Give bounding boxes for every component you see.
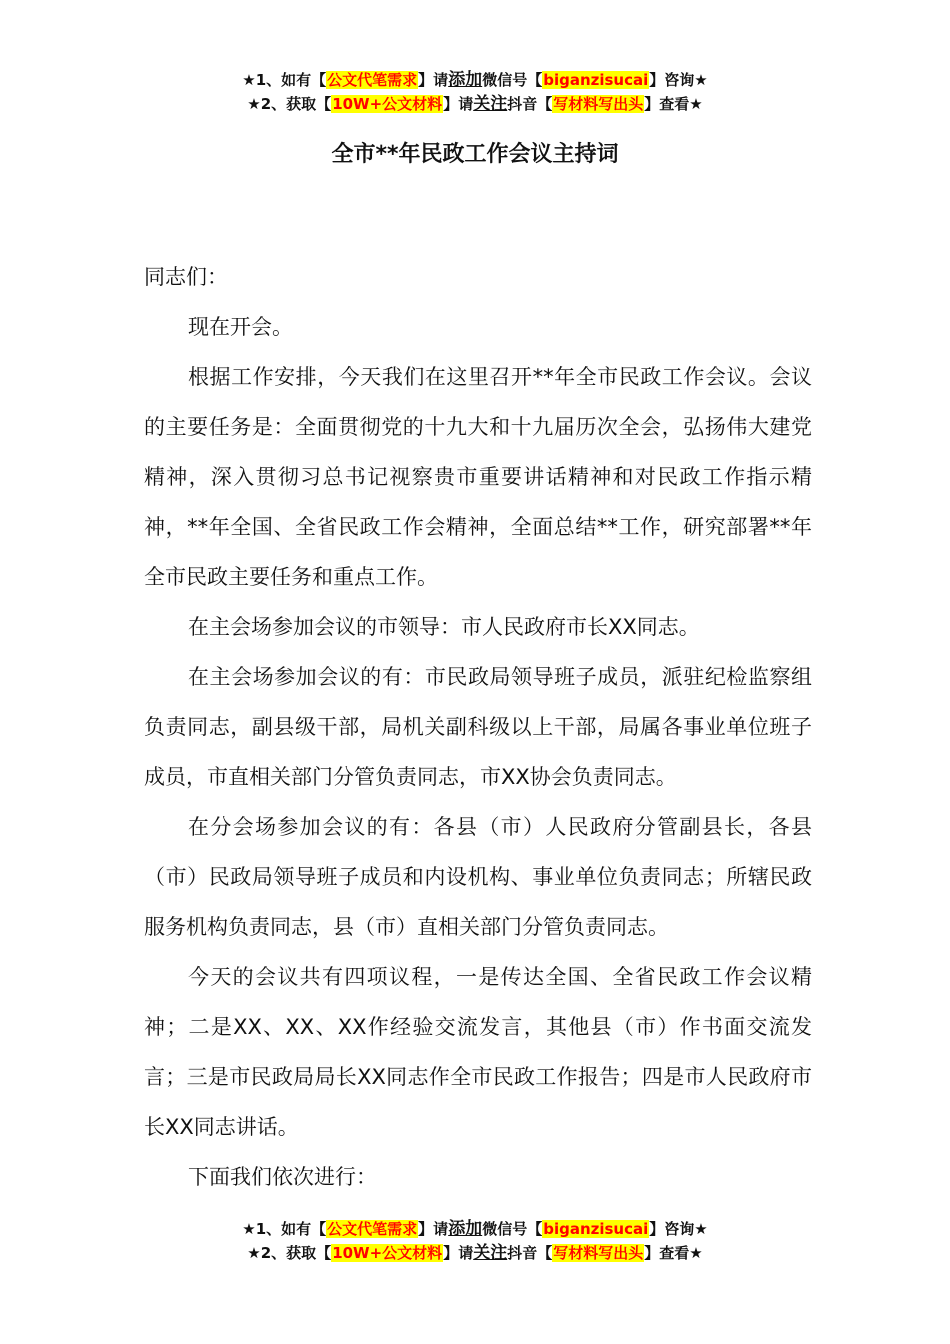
footer-banner: [0, 1217, 950, 1265]
paragraph: 下面我们依次进行：: [188, 1165, 377, 1189]
banner-text: 微信号【: [482, 1220, 543, 1238]
banner-emphasis: 关注: [473, 94, 508, 114]
banner-douyin-id: 写材料写出头: [553, 95, 644, 113]
banner-text: 2、获取【: [260, 95, 332, 113]
banner-text: 抖音【: [507, 95, 553, 113]
paragraph: 今天的会议共有四项议程，一是传达全国、全省民政工作会议精神；二是XX、XX、XX作经验交流发言，其他县（市）作书面交流发言；三是市民政局局长XX同志作全市民政工作报告；四是市人民政府市长XX同志讲话。: [144, 965, 812, 1139]
paragraph: 在分会场参加会议的有：各县（市）人民政府分管副县长，各县（市）民政局领导班子成员和内设机构、事业单位负责同志；所辖民政服务机构负责同志，县（市）直相关部门分管负责同志。: [144, 815, 812, 939]
banner-text: 抖音【: [507, 1244, 553, 1262]
banner-emphasis: 关注: [473, 1243, 508, 1263]
banner-emphasis: 添加: [448, 1219, 483, 1239]
banner-line-1: [0, 1217, 950, 1241]
banner-line-2: [0, 1241, 950, 1265]
banner-text: 】咨询★: [649, 1220, 708, 1238]
banner-text: 】请: [418, 1220, 449, 1238]
banner-wechat-id: biganzisucai: [543, 71, 649, 89]
header-banner: [0, 68, 950, 116]
banner-text: 】请: [443, 1244, 474, 1262]
banner-text: 微信号【: [482, 71, 543, 89]
banner-text: 】查看★: [644, 1244, 703, 1262]
banner-wechat-id: biganzisucai: [543, 1220, 649, 1238]
banner-text: 】请: [443, 95, 474, 113]
banner-highlight: 公文代笔需求: [327, 71, 418, 89]
banner-line-1: [0, 68, 950, 92]
paragraph: 现在开会。: [188, 315, 293, 339]
document-title: 全市**年民政工作会议主持词: [331, 142, 619, 167]
banner-text: 2、获取【: [260, 1244, 332, 1262]
paragraph: 在主会场参加会议的有：市民政局领导班子成员，派驻纪检监察组负责同志，副县级干部，局机关副科级以上干部，局属各事业单位班子成员，市直相关部门分管负责同志，市XX协会负责同志。: [144, 665, 812, 789]
banner-text: 】请: [418, 71, 449, 89]
star-icon: ★: [247, 1244, 261, 1262]
star-icon: ★: [242, 71, 256, 89]
banner-highlight: 10W+公文材料: [332, 1244, 443, 1262]
salutation: 同志们：: [144, 265, 228, 289]
star-icon: ★: [242, 1220, 256, 1238]
paragraph: 在主会场参加会议的市领导：市人民政府市长XX同志。: [188, 615, 700, 639]
banner-emphasis: 添加: [448, 70, 483, 90]
banner-text: 】咨询★: [649, 71, 708, 89]
star-icon: ★: [247, 95, 261, 113]
banner-line-2: [0, 92, 950, 116]
banner-highlight: 10W+公文材料: [332, 95, 443, 113]
banner-text: 】查看★: [644, 95, 703, 113]
paragraph: 根据工作安排，今天我们在这里召开**年全市民政工作会议。会议的主要任务是：全面贯彻党的十九大和十九届历次全会，弘扬伟大建党精神，深入贯彻习总书记视察贵市重要讲话精神和对民政工作指示精神，**年全国、全省民政工作会精神，全面总结**工作，研究部署**年全市民政主要任务和重点工作。: [144, 365, 812, 589]
banner-highlight: 公文代笔需求: [327, 1220, 418, 1238]
banner-douyin-id: 写材料写出头: [553, 1244, 644, 1262]
banner-text: 1、如有【: [255, 71, 327, 89]
banner-text: 1、如有【: [255, 1220, 327, 1238]
document-body: [144, 252, 812, 1202]
